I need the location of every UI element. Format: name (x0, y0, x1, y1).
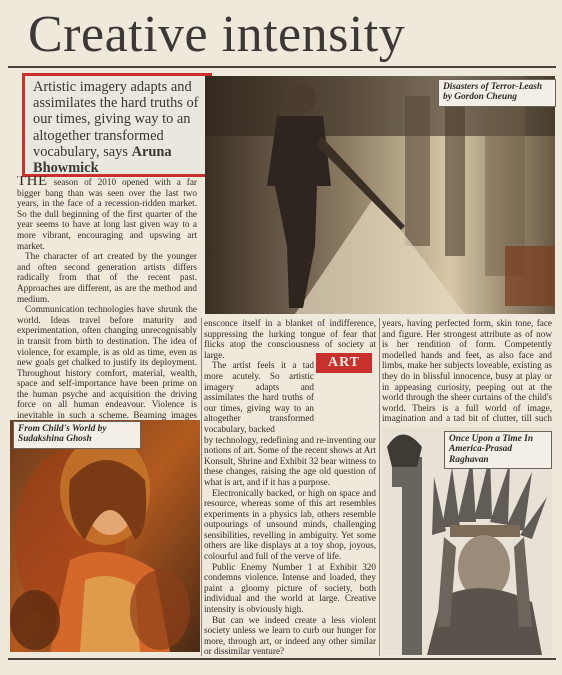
paragraph: Public Enemy Number 1 at Exhibit 320 condemns violence. Intense and loaded, they paint a gloomy picture of society, both individual and the world at large. Creative intensity is obviously high. (204, 561, 376, 615)
column-divider (379, 318, 380, 656)
caption-once-upon-a-time: Once Upon a Time In America-Prasad Raghavan (444, 431, 552, 469)
paragraph (204, 360, 376, 487)
headline: Creative intensity (28, 6, 406, 63)
paragraph: ensconce itself in a blanket of indifference, suppressing the lurking tongue of fear that flicks atop the consciousness of society at large. (204, 318, 376, 360)
top-rule (8, 66, 556, 68)
deck-box (22, 73, 212, 177)
paragraph: Electronically backed, or high on space and resource, whereas some of this art resembles experiments in a physics lab, others resemble outpourings of unsound minds, challenging sensibilities, revelling in ambiguity. Yet some others are like displays at a toy shop, joyous, colourful and full of the verve of life. (204, 487, 376, 562)
art-badge: ART (316, 353, 372, 373)
paragraph: The character of art created by the younger and often second generation artists differs radically from that of the recent past. Approaches are different, as are the method and medium. (17, 251, 197, 304)
paragraph-text: by technology, redefining and re-inventing our notions of art. Some of the recent shows at Art Konsult, Shrine and Exhibit 32 bear witness to these changes, raising the age old question of what is art, and if it has a purpose. (204, 434, 376, 487)
disasters-of-terror-art (205, 76, 555, 314)
paragraph-text: season of 2010 opened with a far bigger bang than was seen over the last two years, in the face of a recession-ridden market. So the dull beginning of the first quarter of the year seems to have at long last given way to a more vibrant, encouraging and upswing art market. (17, 177, 197, 251)
child-world-painting-art (10, 420, 200, 652)
column-1-text (17, 176, 197, 420)
column-3-text (382, 318, 552, 424)
deck-text: Artistic imagery adapts and assimilates the hard truths of our times, giving way to an altogether transformed vocabulary, says (33, 79, 199, 160)
paragraph: Communication technologies have shrunk the world. Ideas travel before maturity and experimentation, often changing unrecognisably in transit from birth to destination. The idea of violence, for example, is as old as time, even as new goals get chalked to justify its deployment. Throughout history comfort, material, wealth, space and self-importance have been prime on the human psyche and acquisition the driving force on all human endeavour. Violence is inevitable in such a scheme. Beaming images (17, 304, 197, 420)
disasters-of-terror-photo (205, 76, 555, 314)
paragraph: But can we indeed create a less violent society unless we learn to curb our hunger for more, through art, or indeed any other similar or dissimilar venture? (204, 614, 376, 656)
paragraph (17, 176, 197, 251)
caption-child-world: From Child's World by Sudakshina Ghosh (13, 421, 141, 449)
deck-author: Aruna Bhowmick (33, 143, 172, 177)
drop-word: THE (17, 176, 48, 189)
paragraph: years, having perfected form, skin tone, face and figure. Her strongest attribute as of now is her rendition of form. Competently modelled hands and feet, as also face and limbs, make her subjects loveable, existing as they do in blissful innocence, busy at play or in appeasing curiosity, peeping out at the world through the sheer curtains of the child's world. Theirs is a full world of image, imagination and a tad bit of clutter, till such (382, 318, 552, 424)
caption-disasters-of-terror: Disasters of Terror-Leash by Gordon Cheung (438, 79, 556, 107)
child-world-painting (10, 420, 200, 652)
paragraph-text: The artist feels it a tad more acutely. So artistic imagery adapts and assimilates the hard truths of our times, giving way to an altogether transformed vocabulary, backed (204, 360, 314, 434)
bottom-rule (8, 658, 556, 660)
column-divider (201, 318, 202, 656)
